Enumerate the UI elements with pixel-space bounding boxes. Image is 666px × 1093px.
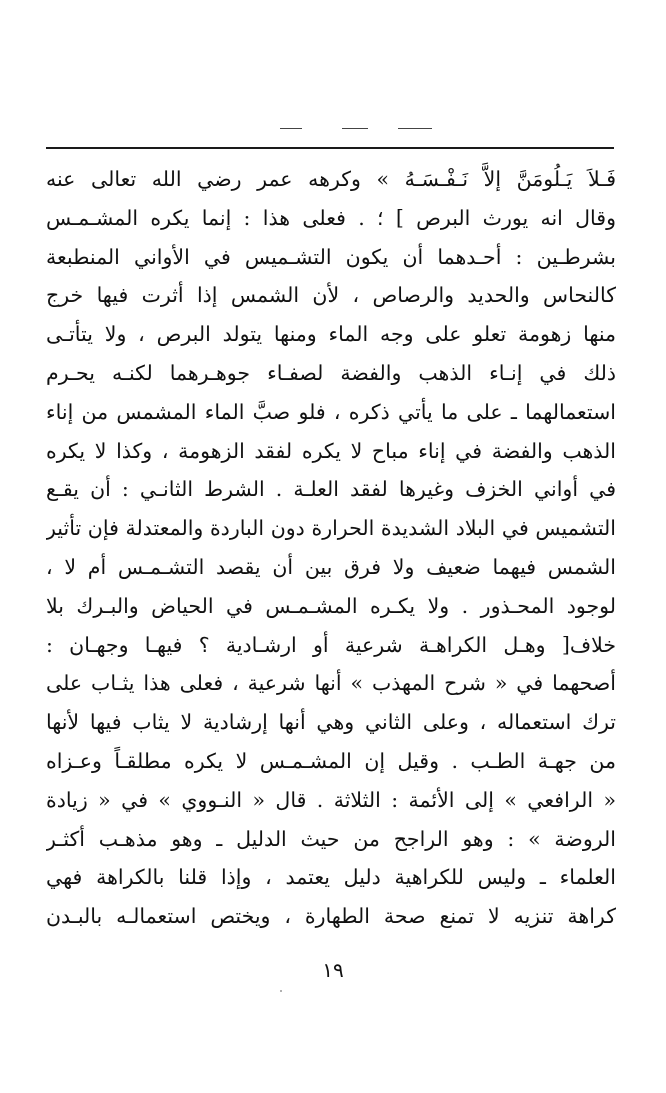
text-line: في أواني الخزف وغيرها لفقد العلـة . الشرط الثانـي : أن يقـع (46, 477, 616, 502)
text-line: « الرافعي » إلى الأئمة : الثلاثة . قال « النـووي » في « زيادة (46, 787, 616, 812)
text-line: الروضة » : وهو الراجح من حيث الدليل ـ وهو مذهـب أكثـر (46, 826, 616, 851)
scan-speck (280, 990, 282, 992)
text-line: كراهة تنزيه لا تمنع صحة الطهارة ، ويختص استعمالـه بالبـدن (46, 904, 616, 929)
header-rule (46, 147, 614, 149)
text-line: خلاف[ وهـل الكراهـة شرعية أو ارشـادية ؟ فيهـا وجهـان : (46, 632, 616, 657)
text-line: فَـلاَ يَـلُومَنَّ إلاَّ نَـفْـسَـهُ » وكرهه عمر رضي الله تعالى عنه (46, 167, 616, 191)
page-body-text (46, 160, 616, 936)
text-line: بشرطـين : أحـدهما أن يكون التشـميس في الأواني المنطبعة (46, 244, 616, 269)
text-line: ذلك في إنـاء الذهب والفضة لصفـاء جوهـرهما لكنـه يحـرم (46, 360, 616, 385)
text-line: وقال انه يورث البرص ] ؛ . فعلى هذا : إنما يكره المشـمـس (46, 205, 616, 230)
text-line: كالنحاس والحديد والرصاص ، لأن الشمس إذا أثرت فيها خرج (46, 283, 616, 308)
text-line: العلماء ـ وليس للكراهية دليل يعتمد ، وإذا قلنا بالكراهة فهي (46, 865, 616, 890)
text-line: من جهـة الطـب . وقيل إن المشـمـس لا يكره مطلقـاً وعـزاه (46, 748, 616, 773)
text-line: الذهب والفضة في إناء مباح لا يكره لفقد الزهومة ، وكذا لا يكره (46, 438, 616, 463)
text-line: الشمس فيهما ضعيف ولا فرق بين أن يقصد التشـمـس أم لا ، (46, 554, 616, 579)
text-line: ترك استعماله ، وعلى الثاني وهي أنها إرشادية لا يثاب فيها لأنها (46, 710, 616, 735)
text-line: منها زهومة تعلو على وجه الماء ومنها يتولد البرص ، ولا يتأتـى (46, 322, 616, 347)
text-line: لوجود المحـذور . ولا يكـره المشـمـس في الحياض والبـرك بلا (46, 593, 616, 618)
text-line: أصحهما في « شرح المهذب » أنها شرعية ، فعلى هذا يثـاب على (46, 671, 616, 696)
page-number: ١٩ (322, 958, 344, 982)
text-line: التشميس في البلاد الشديدة الحرارة دون الباردة والمعتدلة فإن تأثير (46, 516, 616, 541)
text-line: استعمالهما ـ على ما يأتي ذكره ، فلو صبَّ الماء المشمس من إناء (46, 399, 616, 424)
header-marks (280, 128, 440, 134)
